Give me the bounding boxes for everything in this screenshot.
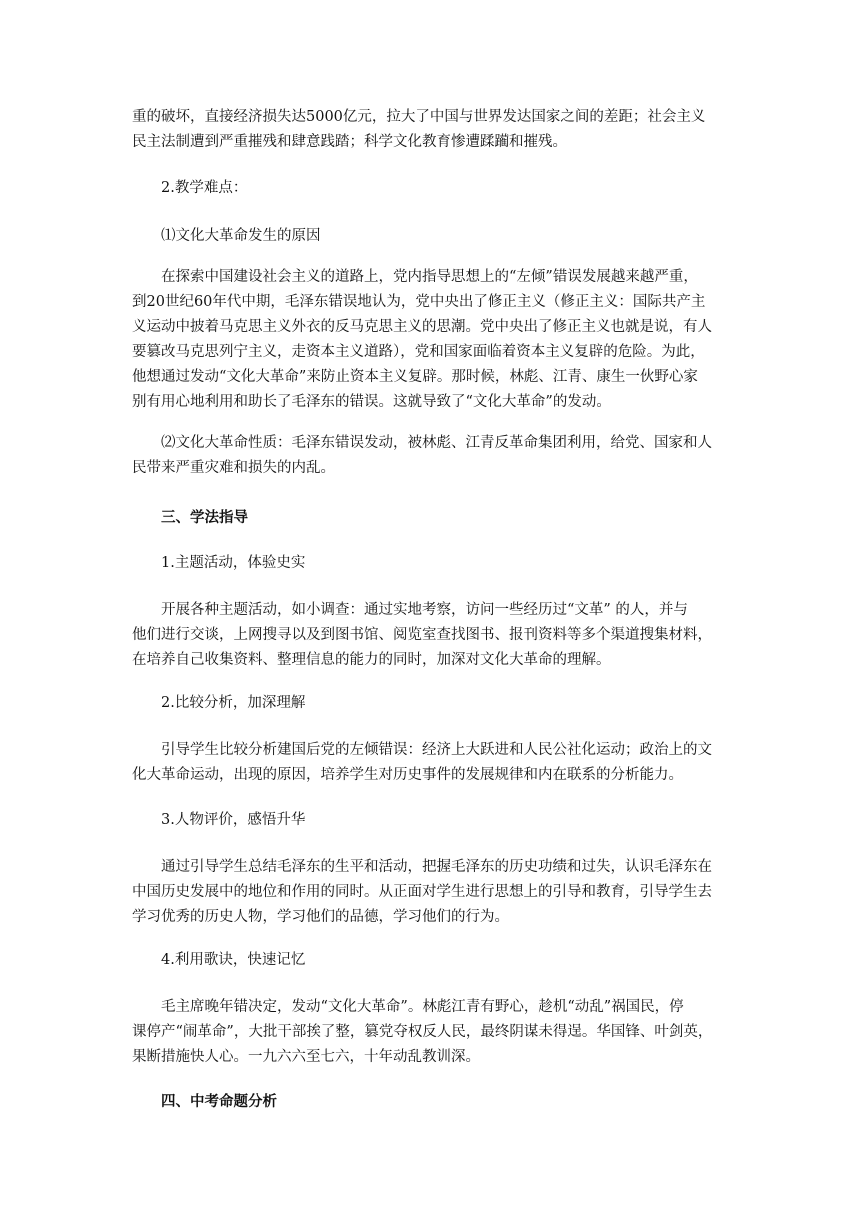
subheading-method-4: [132, 948, 789, 973]
paragraph-method-4: [132, 995, 760, 1070]
text-line: 他们进行交谈，上网搜寻以及到图书馆、阅览室查找图书、报刊资料等多个渠道搜集材料，: [132, 627, 712, 643]
subheading-method-3: [132, 808, 789, 833]
text-line: 在探索中国建设社会主义的道路上，党内指导思想上的“左倾”错误发展越来越严重，: [161, 269, 698, 285]
subheading-method-1: [132, 551, 789, 576]
text-line: 课停产“闹革命”，大批干部挨了整，篡党夺权反人民，最终阴谋未得逞。华国锋、叶剑英，: [132, 1024, 713, 1040]
text-line: 开展各种主题活动，如小调查：通过实地考察，访问一些经历过“文革” 的人，并与: [161, 602, 688, 618]
text-line: 四、中考命题分析: [161, 1093, 277, 1110]
text-line: ⑴文化大革命发生的原因: [161, 228, 321, 244]
paragraph-method-3: [132, 855, 760, 930]
text-line: 1.主题活动，体验史实: [161, 555, 306, 571]
text-line: 重的破坏，直接经济损失达5000亿元，拉大了中国与世界发达国家之间的差距；社会主义: [132, 109, 706, 125]
text-line: 别有用心地利用和助长了毛泽东的错误。这就导致了“文化大革命”的发动。: [132, 394, 611, 410]
text-line: 三、学法指导: [161, 509, 248, 526]
paragraph-cause: [132, 265, 760, 415]
text-line: 化大革命运动，出现的原因，培养学生对历史事件的发展规律和内在联系的分析能力。: [132, 767, 683, 783]
subheading-teaching-difficulty: [132, 176, 789, 201]
text-line: 毛主席晚年错决定，发动“文化大革命”。林彪江青有野心，趁机“动乱”祸国民，停: [161, 999, 684, 1015]
text-line: 通过引导学生总结毛泽东的生平和活动，把握毛泽东的历史功绩和过失，认识毛泽东在: [161, 859, 712, 875]
text-line: ⑵文化大革命性质：毛泽东错误发动，被林彪、江青反革命集团利用，给党、国家和人: [161, 435, 712, 451]
text-line: 在培养自己收集资料、整理信息的能力的同时，加深对文化大革命的理解。: [132, 652, 611, 668]
paragraph-continuation: [132, 105, 760, 155]
text-line: 3.人物评价，感悟升华: [161, 812, 306, 828]
text-line: 到20世纪60年代中期，毛泽东错误地认为，党中央出了修正主义（修正主义：国际共产主: [132, 294, 706, 310]
subheading-method-2: [132, 691, 789, 716]
text-line: 要篡改马克思列宁主义，走资本主义道路），党和国家面临着资本主义复辟的危险。为此，: [132, 344, 705, 360]
text-line: 他想通过发动“文化大革命”来防止资本主义复辟。那时候，林彪、江青、康生一伙野心家: [132, 369, 698, 385]
text-line: 中国历史发展中的地位和作用的同时。从正面对学生进行思想上的引导和教育，引导学生去: [132, 884, 712, 900]
section-heading-3: [132, 505, 789, 530]
text-line: 4.利用歌诀，快速记忆: [161, 952, 306, 968]
paragraph-method-1: [132, 598, 760, 673]
section-heading-4: [132, 1089, 789, 1114]
text-line: 2.教学难点：: [161, 180, 248, 196]
subheading-cause: [132, 224, 789, 249]
text-line: 民带来严重灾难和损失的内乱。: [132, 460, 335, 476]
text-line: 果断措施快人心。一九六六至七六，十年动乱教训深。: [132, 1049, 480, 1065]
text-line: 义运动中披着马克思主义外衣的反马克思主义的思潮。党中央出了修正主义也就是说，有人: [132, 319, 712, 335]
paragraph-method-2: [132, 738, 760, 788]
text-line: 民主法制遭到严重摧残和肆意践踏；科学文化教育惨遭蹂躏和摧残。: [132, 134, 567, 150]
paragraph-nature: [132, 431, 760, 481]
text-line: 2.比较分析，加深理解: [161, 695, 306, 711]
text-line: 学习优秀的历史人物，学习他们的品德，学习他们的行为。: [132, 909, 509, 925]
text-line: 引导学生比较分析建国后党的左倾错误：经济上大跃进和人民公社化运动；政治上的文: [161, 742, 712, 758]
